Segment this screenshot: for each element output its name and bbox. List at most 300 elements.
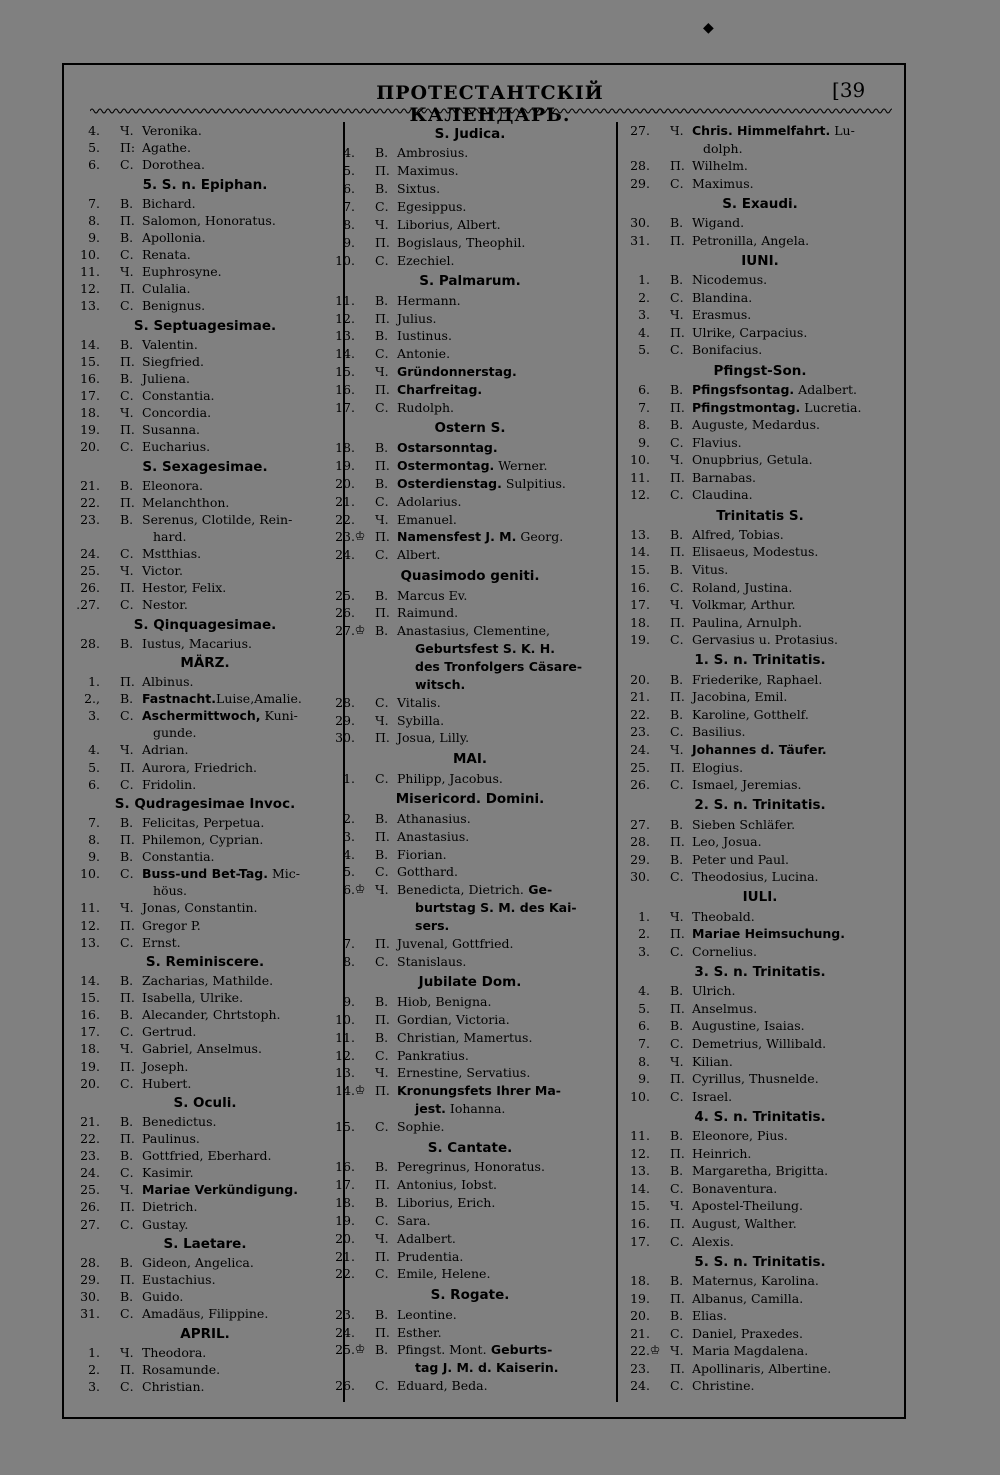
top-ornament: ◆ — [703, 20, 714, 36]
saint-names: Apollinaris, Albertine. — [692, 1360, 832, 1376]
entry-text — [397, 846, 447, 863]
saint-names: Volkmar, Arthur. — [692, 597, 796, 613]
saint-names: Israel. — [692, 1088, 733, 1104]
day-number: 14. — [630, 1180, 650, 1196]
saint-names: Mic- — [267, 866, 300, 882]
weekday: П. — [670, 834, 685, 850]
entry-text — [397, 622, 550, 639]
section-heading: S. Rogate. — [430, 1287, 510, 1303]
weekday: П. — [120, 1361, 135, 1377]
entry-text — [692, 982, 736, 999]
weekday: С. — [670, 1378, 684, 1394]
saint-names: Antonie. — [397, 346, 451, 362]
weekday: С. — [670, 1180, 684, 1196]
saint-names: Raimund. — [397, 605, 459, 621]
weekday: В. — [120, 1007, 134, 1023]
weekday: В. — [670, 851, 684, 867]
weekday: Ч. — [120, 562, 134, 578]
holiday-name: witsch. — [415, 676, 466, 692]
saint-names: Ulrike, Carpacius. — [692, 324, 808, 340]
day-number: 7. — [638, 1036, 650, 1052]
weekday: В. — [120, 1289, 134, 1305]
entry-text — [142, 1006, 280, 1023]
weekday: С. — [120, 439, 134, 455]
saint-names: Maximus. — [397, 163, 459, 179]
saint-names: Valentin. — [142, 336, 198, 352]
day-number: 12. — [335, 1047, 355, 1063]
section-heading: S. Palmarum. — [419, 273, 521, 290]
weekday: В. — [120, 849, 134, 865]
day-number: 3. — [343, 828, 355, 844]
saint-names: Basilius. — [692, 724, 746, 740]
day-number: 11. — [335, 1029, 355, 1045]
weekday: С. — [670, 175, 684, 191]
weekday: В. — [120, 815, 134, 831]
crown-icon: ♔ — [354, 1342, 366, 1357]
saint-names: Elisaeus, Modestus. — [692, 544, 819, 560]
entry-text — [397, 770, 503, 787]
day-number: 16. — [80, 370, 100, 386]
weekday: В. — [670, 816, 684, 832]
day-number: 18. — [335, 1195, 355, 1210]
weekday: С. — [375, 252, 389, 268]
weekday: С. — [670, 487, 684, 503]
day-number: 15. — [335, 1119, 355, 1135]
entry-text — [142, 1147, 271, 1164]
entry-text — [142, 707, 298, 724]
day-number: 1. — [343, 770, 355, 786]
weekday: С. — [375, 1378, 389, 1394]
weekday: Ч. — [670, 908, 684, 924]
entry-text — [142, 579, 226, 596]
section-heading: S. Qinquagesimae. — [133, 616, 277, 633]
day-number: 19. — [80, 422, 100, 438]
day-number: 20. — [80, 439, 100, 455]
day-number: 8. — [343, 953, 355, 969]
day-number: 27. — [335, 623, 355, 639]
day-number: 26. — [80, 580, 100, 596]
entry-text — [142, 1113, 217, 1130]
saint-names: Christian. — [142, 1378, 205, 1394]
saint-names: Isabella, Ulrike. — [142, 990, 244, 1006]
day-number: 10. — [630, 1088, 650, 1104]
weekday: В. — [375, 994, 389, 1009]
saint-names: Heinrich. — [692, 1145, 752, 1161]
weekday: Ч. — [375, 1230, 389, 1246]
weekday: С. — [375, 493, 389, 509]
day-number: 2. — [638, 289, 650, 305]
saint-names: Wilhelm. — [692, 158, 748, 174]
weekday: Ч. — [375, 511, 389, 527]
day-number: 24. — [335, 547, 355, 563]
entry-text — [142, 1181, 298, 1198]
day-number: 8. — [343, 216, 355, 232]
weekday: С. — [670, 777, 684, 793]
weekday: С. — [120, 1378, 134, 1394]
saint-names: Lucretia. — [800, 399, 862, 415]
day-number: 24. — [80, 545, 100, 561]
weekday: П. — [120, 832, 135, 848]
weekday: С. — [670, 724, 684, 740]
saint-names: Eustachius. — [142, 1272, 216, 1288]
day-number: 24. — [630, 741, 650, 757]
saint-names: Ismael, Jeremias. — [692, 777, 802, 793]
entry-text — [397, 439, 498, 456]
weekday: Ч. — [375, 216, 389, 232]
day-number: 1. — [638, 272, 650, 288]
weekday: С. — [375, 770, 389, 786]
day-number: 23. — [630, 724, 650, 740]
saint-names: Euphrosyne. — [142, 263, 222, 279]
weekday: С. — [670, 579, 684, 595]
weekday: В. — [120, 691, 134, 707]
section-heading: Jubilate Dom. — [418, 974, 522, 991]
weekday: В. — [120, 477, 134, 493]
weekday: С. — [120, 545, 134, 561]
entry-text — [142, 831, 263, 848]
day-number: 21. — [335, 1248, 355, 1264]
saint-names: Gideon, Angelica. — [142, 1255, 254, 1271]
day-number: 7. — [88, 815, 100, 831]
saint-names: Christian, Mamertus. — [397, 1029, 533, 1045]
saint-names: Renata. — [142, 246, 191, 262]
weekday: П. — [670, 1216, 685, 1232]
weekday: П. — [670, 926, 685, 942]
saint-names: Nicodemus. — [692, 272, 768, 288]
day-number: 18. — [80, 1041, 100, 1057]
weekday: В. — [375, 145, 389, 161]
day-number: 17. — [335, 399, 355, 415]
day-number: 24. — [80, 1165, 100, 1181]
entry-text — [397, 694, 441, 711]
day-number: 7. — [88, 195, 100, 211]
entry-text — [142, 673, 194, 690]
weekday: П. — [670, 399, 685, 415]
saint-names: Flavius. — [692, 434, 742, 450]
holiday-name: jest. — [415, 1101, 446, 1117]
entry-text — [692, 943, 757, 960]
day-number: 18. — [630, 1273, 650, 1289]
weekday: В. — [120, 195, 134, 211]
saint-names: Eleonora. — [142, 477, 204, 493]
weekday: П. — [120, 422, 135, 438]
day-number: 5. — [88, 759, 100, 775]
day-number: 8. — [88, 212, 100, 228]
saint-names: Hestor, Felix. — [142, 580, 227, 596]
entry-text — [142, 1254, 254, 1271]
saint-names: Margaretha, Brigitta. — [692, 1163, 829, 1179]
saint-names: Ernestine, Servatius. — [397, 1065, 531, 1081]
weekday: В. — [670, 381, 684, 397]
saint-names: Luise,Amalie. — [216, 691, 302, 707]
holiday-name: Ge- — [523, 882, 553, 898]
entry-text — [397, 528, 563, 545]
entry-text — [142, 596, 188, 613]
day-number: 21. — [630, 1325, 650, 1341]
day-number: 15. — [335, 364, 355, 380]
section-heading: 5. S. n. Trinitatis. — [694, 1253, 826, 1270]
holiday-name: Johannes d. Täufer. — [692, 741, 827, 757]
saint-names: Dietrich. — [142, 1199, 198, 1215]
entry-text — [142, 917, 201, 934]
day-number: 8. — [638, 417, 650, 433]
entry-text — [692, 122, 855, 139]
entry-text — [692, 776, 801, 793]
weekday: П. — [120, 494, 135, 510]
entry-text — [692, 1070, 819, 1087]
saint-names: Eduard, Beda. — [397, 1378, 488, 1394]
entry-text — [397, 810, 471, 827]
weekday: П. — [120, 674, 135, 690]
holiday-name: Gründonnerstag. — [397, 364, 517, 380]
entry-text — [397, 1306, 457, 1323]
day-number: 1. — [638, 908, 650, 924]
day-number: 9. — [638, 434, 650, 450]
entry-text — [397, 863, 458, 880]
saint-names: Gervasius u. Protasius. — [692, 632, 838, 648]
entry-text — [142, 387, 215, 404]
entry-text — [692, 324, 807, 341]
entry-text — [142, 438, 210, 455]
entry-text — [692, 833, 762, 850]
weekday: С. — [120, 708, 134, 724]
day-number: 6. — [638, 1018, 650, 1034]
day-number: 20. — [335, 475, 355, 491]
weekday: П. — [120, 917, 135, 933]
entry-text — [142, 635, 252, 652]
weekday: В. — [375, 810, 389, 826]
section-heading: S. Laetare. — [163, 1236, 247, 1253]
saint-names: Leo, Josua. — [692, 834, 762, 850]
entry-text — [692, 341, 762, 358]
saint-names: Sara. — [397, 1212, 431, 1228]
entry-text — [692, 614, 802, 631]
weekday: С. — [120, 246, 134, 262]
saint-names: Demetrius, Willibald. — [692, 1036, 827, 1052]
entry-text — [397, 1230, 456, 1247]
entry-text — [142, 1023, 196, 1040]
crown-icon: ♔ — [354, 529, 366, 544]
saint-names: Alexis. — [692, 1233, 734, 1249]
entry-text — [142, 972, 273, 989]
saint-names: Gottfried, Eberhard. — [142, 1148, 272, 1164]
saint-names: Eucharius. — [142, 439, 211, 455]
weekday: П. — [375, 458, 390, 473]
weekday: П. — [120, 212, 135, 228]
crown-icon: ♔ — [649, 1343, 661, 1358]
saint-names: Joseph. — [142, 1058, 189, 1074]
weekday: П. — [670, 689, 685, 705]
entry-text — [397, 1064, 530, 1081]
weekday: С. — [670, 1088, 684, 1104]
saint-names: Sieben Schläfer. — [692, 816, 796, 832]
saint-names: Anastasius. — [397, 828, 470, 844]
entry-text — [692, 1035, 826, 1052]
saint-names: Juvenal, Gottfried. — [397, 935, 514, 951]
day-number: 7. — [638, 399, 650, 415]
weekday: Ч. — [120, 1344, 134, 1360]
saint-names: Pankratius. — [397, 1047, 469, 1063]
day-number: 14. — [80, 336, 100, 352]
entry-text — [397, 935, 514, 952]
entry-text — [692, 526, 784, 543]
day-number: 23. — [335, 529, 355, 545]
saint-names: Aurora, Friedrich. — [142, 759, 257, 775]
continuation-line: gunde. — [153, 725, 197, 741]
entry-text — [142, 263, 222, 280]
continuation-line — [415, 676, 465, 693]
weekday: В. — [120, 336, 134, 352]
weekday: В. — [375, 587, 389, 603]
saint-names: Daniel, Praxedes. — [692, 1325, 803, 1341]
day-number: 29. — [630, 851, 650, 867]
entry-text — [692, 306, 751, 323]
entry-text — [692, 1127, 788, 1144]
entry-text — [692, 1145, 751, 1162]
weekday: В. — [670, 1018, 684, 1034]
entry-text — [142, 1058, 188, 1075]
weekday: В. — [375, 846, 389, 862]
entry-text — [397, 1082, 561, 1099]
entry-text — [397, 216, 501, 233]
weekday: В. — [120, 635, 134, 651]
weekday: П. — [375, 310, 390, 326]
day-number: 5. — [638, 1000, 650, 1016]
saint-names: Liborius, Albert. — [397, 216, 501, 232]
page-number-value: 39 — [839, 78, 866, 102]
weekday: В. — [670, 417, 684, 433]
saint-names: Sixtus. — [397, 181, 441, 197]
saint-names: Christine. — [692, 1378, 755, 1394]
saint-names: Bonaventura. — [692, 1180, 778, 1196]
day-number: 19. — [630, 632, 650, 648]
entry-text — [692, 1180, 777, 1197]
saint-names: Emanuel. — [397, 511, 457, 527]
weekday: В. — [120, 229, 134, 245]
holiday-name: Osterdienstag. — [397, 475, 502, 491]
holiday-name: Ostermontag. — [397, 458, 495, 473]
weekday: Ч. — [670, 452, 684, 468]
weekday: П: — [120, 140, 136, 156]
weekday: П. — [120, 1272, 135, 1288]
day-number: 18. — [80, 404, 100, 420]
day-number: 10. — [335, 1011, 355, 1027]
saint-names: Constantia. — [142, 387, 215, 403]
day-number: 22. — [80, 1131, 100, 1147]
saint-names: Albanus, Camilla. — [692, 1290, 804, 1306]
saint-names: Benedictus. — [142, 1114, 217, 1130]
saint-names: Iohanna. — [445, 1101, 506, 1117]
day-number: 16. — [335, 1159, 355, 1175]
entry-text — [692, 434, 742, 451]
saint-names: Wigand. — [692, 215, 745, 231]
entry-text — [692, 1197, 803, 1214]
entry-text — [692, 561, 728, 578]
day-number: 16. — [80, 1007, 100, 1023]
day-number: 12. — [80, 281, 100, 297]
entry-text — [142, 690, 302, 707]
entry-text — [397, 729, 469, 746]
entry-text — [142, 1198, 197, 1215]
weekday: В. — [120, 1148, 134, 1164]
day-number: 29. — [630, 175, 650, 191]
day-number: 3. — [88, 1378, 100, 1394]
entry-text — [692, 723, 746, 740]
weekday: В. — [670, 671, 684, 687]
day-number: 30. — [80, 1289, 100, 1305]
entry-text — [142, 353, 204, 370]
saint-names: Melanchthon. — [142, 494, 230, 510]
day-number: 18. — [335, 440, 355, 456]
saint-names: Gordian, Victoria. — [397, 1011, 510, 1027]
holiday-name: Aschermittwoch, — [142, 708, 261, 724]
day-number: 10. — [80, 866, 100, 882]
saint-names: Kuni- — [260, 708, 298, 724]
section-heading: Misericord. Domini. — [395, 791, 545, 808]
saint-names: Philipp, Jacobus. — [397, 770, 503, 786]
crown-icon: ♔ — [354, 1083, 366, 1098]
saint-names: Emile, Helene. — [397, 1266, 491, 1282]
day-number: 11. — [335, 292, 355, 308]
day-number: 4. — [638, 324, 650, 340]
weekday: С. — [670, 632, 684, 648]
continuation-line — [415, 1359, 558, 1376]
saint-names: Siegfried. — [142, 353, 204, 369]
day-number: 26. — [80, 1199, 100, 1215]
section-heading: MÄRZ. — [180, 655, 230, 672]
entry-text — [142, 741, 188, 758]
day-number: 14. — [335, 1083, 355, 1099]
day-number: 18. — [630, 614, 650, 630]
weekday: В. — [375, 1029, 389, 1045]
entry-text — [397, 881, 552, 898]
continuation-line: hard. — [153, 528, 187, 544]
crown-icon: ♔ — [354, 882, 366, 897]
day-number: 15. — [80, 990, 100, 1006]
weekday: П. — [670, 1290, 685, 1306]
weekday: С. — [375, 1212, 389, 1228]
weekday: П. — [670, 232, 685, 248]
day-number: 17. — [80, 1024, 100, 1040]
day-number: 28. — [630, 158, 650, 174]
day-number: 25. — [335, 1342, 355, 1358]
weekday: П. — [670, 158, 685, 174]
day-number: 11. — [80, 263, 100, 279]
day-number: 30. — [630, 215, 650, 231]
day-number: 29. — [80, 1272, 100, 1288]
day-number: 12. — [630, 487, 650, 503]
weekday: С. — [670, 289, 684, 305]
section-heading: 1. S. n. Trinitatis. — [694, 652, 826, 669]
entry-text — [692, 759, 743, 776]
entry-text — [692, 1272, 819, 1289]
weekday: П. — [375, 1324, 390, 1340]
saint-names: Josua, Lilly. — [397, 730, 470, 746]
day-number: 22. — [335, 1266, 355, 1282]
weekday: Ч. — [375, 712, 389, 728]
entry-text — [142, 562, 183, 579]
weekday: Ч. — [670, 1053, 684, 1069]
day-number: 23. — [630, 1360, 650, 1376]
entry-text — [142, 246, 191, 263]
entry-text — [397, 1265, 490, 1282]
weekday: П. — [375, 1011, 390, 1027]
saint-names: Peregrinus, Honoratus. — [397, 1159, 545, 1175]
weekday: Ч. — [120, 263, 134, 279]
weekday: С. — [670, 943, 684, 959]
column-divider-2 — [616, 122, 618, 1402]
day-number: 19. — [80, 1058, 100, 1074]
